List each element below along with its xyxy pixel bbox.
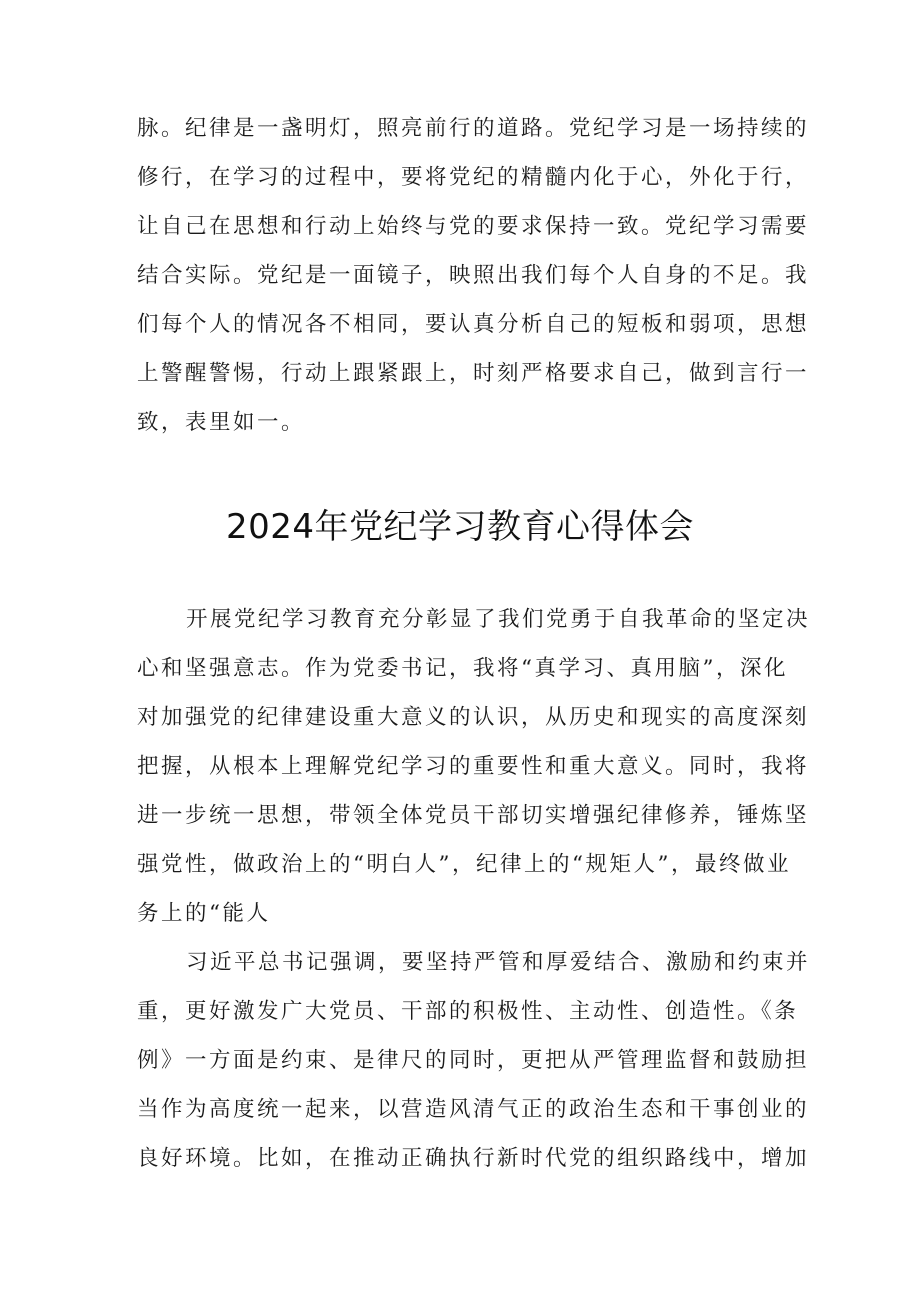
text-line: 进一步统一思想，带领全体党员干部切实增强纪律修养，锤炼坚 <box>137 803 810 828</box>
text-line: 心和坚强意志。作为党委书记，我将“真学习、真用脑”，深化 <box>137 656 788 681</box>
text-line: 上警醒警惕，行动上跟紧跟上，时刻严格要求自己，做到言行一 <box>137 361 810 386</box>
section-title: 2024年党纪学习教育心得体会 <box>225 507 695 547</box>
text-line: 结合实际。党纪是一面镜子，映照出我们每个人自身的不足。我 <box>137 263 810 288</box>
text-line: 重，更好激发广大党员、干部的积极性、主动性、创造性。《条 <box>137 999 799 1024</box>
text-line: 开展党纪学习教育充分彰显了我们党勇于自我革命的坚定决 <box>186 607 811 632</box>
text-line: 例》一方面是约束、是律尺的同时，更把从严管理监督和鼓励担 <box>137 1048 810 1073</box>
text-line: 修行，在学习的过程中，要将党纪的精髓内化于心，外化于行， <box>137 165 810 190</box>
text-line: 把握，从根本上理解党纪学习的重要性和重大意义。同时，我将 <box>137 754 810 779</box>
text-line: 对加强党的纪律建设重大意义的认识，从历史和现实的高度深刻 <box>137 705 810 730</box>
text-line: 脉。纪律是一盏明灯，照亮前行的道路。党纪学习是一场持续的 <box>137 116 810 141</box>
text-line: 让自己在思想和行动上始终与党的要求保持一致。党纪学习需要 <box>137 214 810 239</box>
text-line: 强党性，做政治上的“明白人”，纪律上的“规矩人”，最终做业 <box>137 852 791 877</box>
text-line: 当作为高度统一起来，以营造风清气正的政治生态和干事创业的 <box>137 1097 810 1122</box>
text-line: 们每个人的情况各不相同，要认真分析自己的短板和弱项，思想 <box>137 312 810 337</box>
text-line: 致，表里如一。 <box>137 410 306 435</box>
text-line: 务上的“能人 <box>137 901 271 926</box>
text-line: 良好环境。比如，在推动正确执行新时代党的组织路线中，增加 <box>137 1146 810 1171</box>
text-line: 习近平总书记强调，要坚持严管和厚爱结合、激励和约束并 <box>186 950 811 975</box>
